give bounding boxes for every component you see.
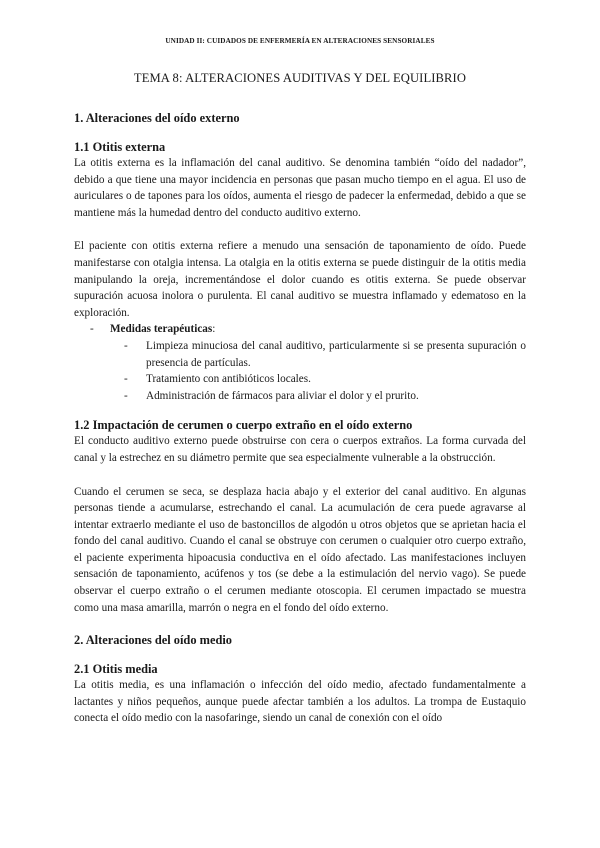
list-item-text: Tratamiento con antibióticos locales. [146, 373, 311, 386]
subsection-heading-impactacion: 1.2 Impactación de cerumen o cuerpo extraño en el oído externo [74, 418, 413, 433]
list-item [74, 338, 526, 371]
list-item-medidas [74, 321, 526, 404]
measures-list [74, 321, 526, 404]
section-heading-oido-externo: 1. Alteraciones del oído externo [74, 111, 240, 125]
list-dash: - [124, 373, 128, 386]
list-dash: - [124, 389, 128, 402]
list-dash: - [90, 323, 94, 336]
paragraph-impactacion-detalle: Cuando el cerumen se seca, se desplaza hacia abajo y el exterior del canal auditivo. En algunas personas tiende a acumularse, estrechando el canal. La acumulación de cera puede agravarse al intentar extraerlo mediante el uso de bastoncillos de algodón u otros objetos que se aprietan hacia el fondo del canal auditivo. Cuando el canal se obstruye con cerumen o cualquier otro cuerpo extraño, el paciente experimenta hipoacusia conductiva en el oído afectado. Las manifestaciones incluyen sensación de taponamiento, acúfenos y tos (se debe a la estimulación del nervio vago). Se puede observar el cuerpo extraño o el cerumen mediante otoscopia. El cerumen impactado se muestra como una masa amarilla, marrón o negra en el fondo del oído externo. [74, 485, 526, 614]
list-item [74, 388, 526, 405]
paragraph-impactacion-intro: El conducto auditivo externo puede obstruirse con cera o cuerpos extraños. La forma curvada del canal y la estrechez en su diámetro permite que sea especialmente vulnerable a la obstrucción. [74, 435, 526, 464]
page-title: TEMA 8: ALTERACIONES AUDITIVAS Y DEL EQUILIBRIO [133, 71, 467, 85]
measures-sublist [74, 338, 526, 404]
subsection-heading-otitis-externa: 1.1 Otitis externa [74, 140, 166, 154]
section-heading-oido-medio: 2. Alteraciones del oído medio [74, 633, 232, 648]
subsection-heading-otitis-media: 2.1 Otitis media [74, 662, 158, 677]
list-item-text: Administración de fármacos para aliviar el dolor y el prurito. [146, 389, 419, 402]
list-item-text: Limpieza minuciosa del canal auditivo, particularmente si se presenta supuración o presencia de partículas. [146, 339, 526, 369]
running-header: UNIDAD II: CUIDADOS DE ENFERMERÍA EN ALTERACIONES SENSORIALES [165, 37, 435, 45]
paragraph-otitis-externa-definicion: La otitis externa es la inflamación del canal auditivo. Se denomina también “oído del nadador”, debido a que tiene una mayor incidencia en personas que pasan mucho tiempo en el agua. El uso de auriculares o de tapones para los oídos, aumenta el riesgo de padecer la enfermedad, debido a que se mantiene más la humedad dentro del conducto auditivo externo. [74, 157, 526, 219]
measures-label: Medidas terapéuticas [110, 323, 213, 336]
list-dash: - [124, 339, 128, 352]
document-body [74, 110, 526, 727]
paragraph-otitis-media: La otitis media, es una inflamación o infección del oído medio, afectado fundamentalmente a lactantes y niños pequeños, aunque puede afectar también a los adultos. La trompa de Eustaquio conecta el oído medio con la nasofaringe, siendo un canal de conexión con el oído [74, 679, 526, 725]
measures-colon: : [212, 323, 216, 336]
list-item [74, 371, 526, 388]
paragraph-otitis-externa-sintomas: El paciente con otitis externa refiere a menudo una sensación de taponamiento de oído. Puede manifestarse con otalgia intensa. La otalgia en la otitis externa se puede distinguir de la otitis media manipulando la oreja, incrementándose el dolor cuando es otitis externa. Se puede observar supuración acuosa inolora o purulenta. El canal auditivo se muestra inflamado y edematoso en la exploración. [74, 240, 526, 319]
